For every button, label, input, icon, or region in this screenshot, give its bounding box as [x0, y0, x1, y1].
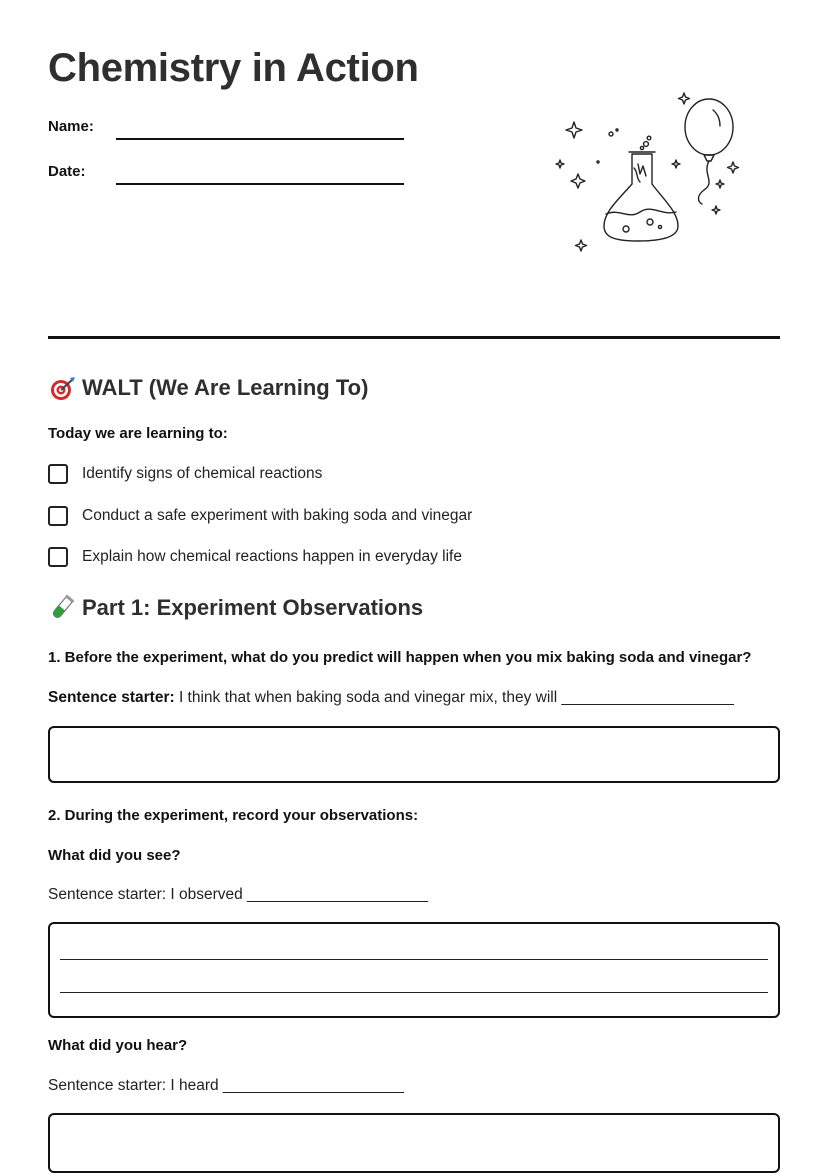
walt-item-text: Conduct a safe experiment with baking soda and vinegar	[82, 507, 473, 524]
answer-line	[60, 992, 768, 993]
hear-answer-box[interactable]	[48, 1113, 780, 1173]
hear-label: What did you hear?	[48, 1037, 188, 1054]
walt-item-text: Identify signs of chemical reactions	[82, 465, 323, 482]
sentence-starter-label: Sentence starter:	[48, 689, 175, 706]
sentence-starter-1	[48, 689, 734, 707]
see-sentence-starter: Sentence starter: I observed _____________________	[48, 886, 429, 903]
walt-item-text: Explain how chemical reactions happen in everyday life	[82, 548, 462, 565]
test-tube-icon	[48, 594, 76, 622]
page-title: Chemistry in Action	[48, 46, 419, 90]
name-label: Name:	[48, 118, 94, 135]
walt-lead: Today we are learning to:	[48, 425, 228, 442]
walt-item[interactable]	[48, 506, 472, 526]
walt-heading-text: WALT (We Are Learning To)	[82, 375, 369, 400]
answer-line	[60, 959, 768, 960]
flask-balloon-illustration-icon	[548, 86, 748, 261]
walt-item[interactable]	[48, 547, 462, 567]
walt-checkbox[interactable]	[48, 464, 68, 484]
walt-checkbox[interactable]	[48, 547, 68, 567]
sentence-starter-text: I think that when baking soda and vinegar mix, they will ____________________	[174, 689, 734, 706]
header-divider	[48, 336, 780, 339]
question-2: 2. During the experiment, record your observations:	[48, 807, 419, 824]
see-label: What did you see?	[48, 847, 181, 864]
hear-sentence-starter: Sentence starter: I heard _____________________	[48, 1077, 404, 1094]
prediction-answer-box[interactable]	[48, 726, 780, 783]
walt-heading	[48, 374, 368, 402]
part1-heading-text: Part 1: Experiment Observations	[82, 595, 424, 620]
walt-item[interactable]	[48, 464, 322, 484]
walt-checkbox[interactable]	[48, 506, 68, 526]
see-answer-box[interactable]	[48, 922, 780, 1018]
part1-heading	[48, 594, 423, 622]
date-label: Date:	[48, 163, 86, 180]
question-1: 1. Before the experiment, what do you predict will happen when you mix baking soda and vinegar?	[48, 649, 752, 666]
target-dart-icon	[48, 374, 76, 402]
name-field-line[interactable]	[116, 138, 404, 140]
date-field-line[interactable]	[116, 183, 404, 185]
